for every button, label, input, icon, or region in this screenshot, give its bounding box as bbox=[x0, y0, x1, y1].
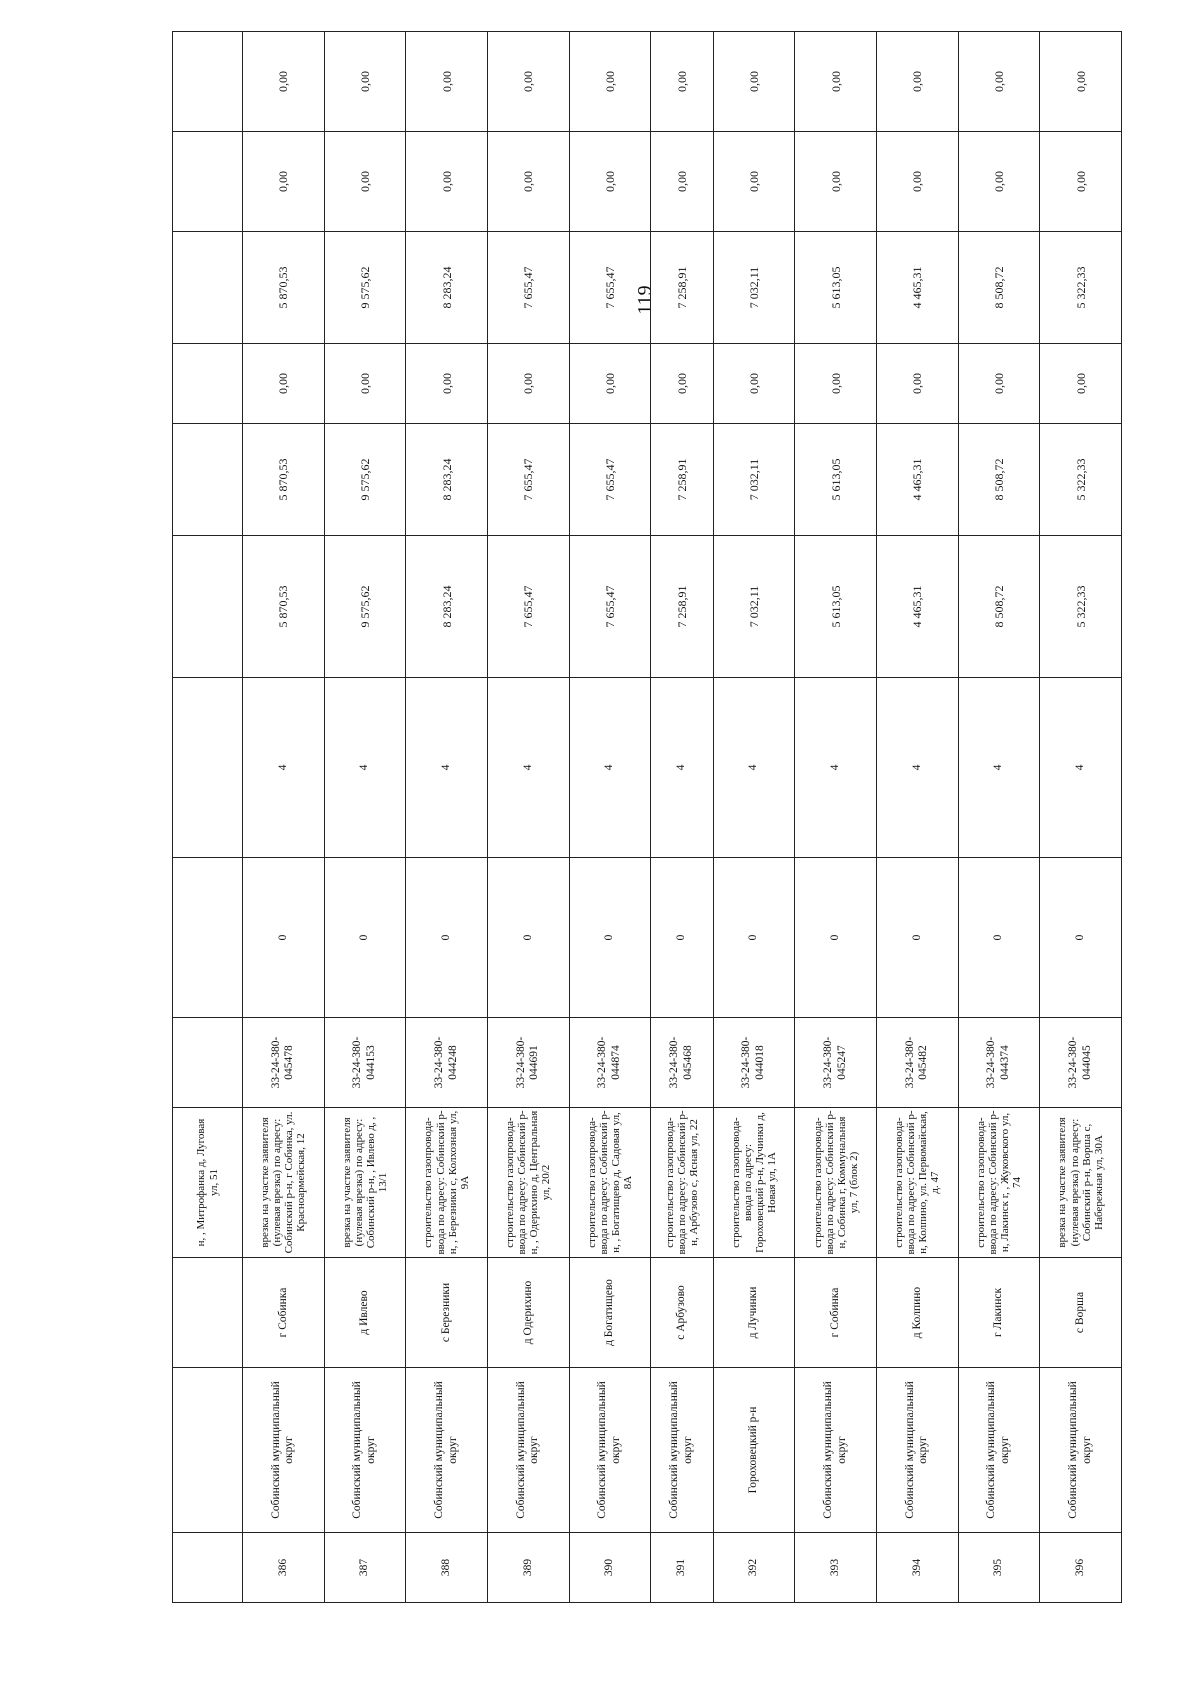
cell-value-4: 7 032,11 bbox=[713, 232, 795, 344]
cell-value-5: 0,00 bbox=[243, 132, 325, 232]
cell-four: 4 bbox=[243, 678, 325, 858]
cell-cadastral-number: 33-24-380-044018 bbox=[713, 1018, 795, 1108]
cell-value-5: 0,00 bbox=[795, 132, 877, 232]
cell-district: Собинский муниципальный округ bbox=[877, 1368, 959, 1533]
cell-value-4: 7 258,91 bbox=[651, 232, 713, 344]
cell-value-2: 5 613,05 bbox=[795, 424, 877, 536]
cell-value-3: 0,00 bbox=[795, 344, 877, 424]
cell-empty bbox=[173, 32, 243, 132]
cell-value-1: 7 655,47 bbox=[569, 536, 651, 678]
cell-row-number: 388 bbox=[406, 1533, 488, 1603]
page-number: 119 bbox=[634, 285, 656, 315]
cell-value-6: 0,00 bbox=[487, 32, 569, 132]
cell-cadastral-number: 33-24-380-044153 bbox=[324, 1018, 406, 1108]
cell-value-2: 5 322,33 bbox=[1040, 424, 1122, 536]
cell-four: 4 bbox=[487, 678, 569, 858]
cell-four: 4 bbox=[713, 678, 795, 858]
cell-district: Собинский муниципальный округ bbox=[958, 1368, 1040, 1533]
cell-zero: 0 bbox=[243, 858, 325, 1018]
cell-value-5: 0,00 bbox=[1040, 132, 1122, 232]
cell-empty bbox=[173, 1533, 243, 1603]
cell-zero: 0 bbox=[569, 858, 651, 1018]
cell-value-6: 0,00 bbox=[569, 32, 651, 132]
table-row bbox=[958, 32, 1040, 1603]
table-row bbox=[877, 32, 959, 1603]
cell-district: Собинский муниципальный округ bbox=[795, 1368, 877, 1533]
table-row bbox=[1040, 32, 1122, 1603]
cell-row-number: 393 bbox=[795, 1533, 877, 1603]
cell-address: строительство газопровода-ввода по адресу: Собинский р-н, Колпино, ул. Первомайская, д. 47 bbox=[877, 1108, 959, 1258]
cell-empty bbox=[173, 858, 243, 1018]
cell-four: 4 bbox=[1040, 678, 1122, 858]
cell-value-4: 8 508,72 bbox=[958, 232, 1040, 344]
cell-value-3: 0,00 bbox=[1040, 344, 1122, 424]
cell-value-2: 7 655,47 bbox=[487, 424, 569, 536]
cell-value-4: 7 655,47 bbox=[487, 232, 569, 344]
cell-zero: 0 bbox=[651, 858, 713, 1018]
cell-value-1: 7 655,47 bbox=[487, 536, 569, 678]
cell-value-1: 9 575,62 bbox=[324, 536, 406, 678]
cell-value-3: 0,00 bbox=[324, 344, 406, 424]
cell-row-number: 391 bbox=[651, 1533, 713, 1603]
cell-value-6: 0,00 bbox=[243, 32, 325, 132]
cell-locality: г Собинка bbox=[243, 1258, 325, 1368]
cell-locality: с Ворша bbox=[1040, 1258, 1122, 1368]
cell-value-1: 8 283,24 bbox=[406, 536, 488, 678]
cell-address: врезка на участке заявителя (нулевая врезка) по адресу: Собинский р-н, Ворша с, Набережная ул, 30А bbox=[1040, 1108, 1122, 1258]
cell-zero: 0 bbox=[487, 858, 569, 1018]
cell-zero: 0 bbox=[713, 858, 795, 1018]
cell-zero: 0 bbox=[877, 858, 959, 1018]
cell-value-6: 0,00 bbox=[713, 32, 795, 132]
cell-row-number: 387 bbox=[324, 1533, 406, 1603]
cell-row-number: 396 bbox=[1040, 1533, 1122, 1603]
cell-empty bbox=[173, 424, 243, 536]
cell-value-2: 5 870,53 bbox=[243, 424, 325, 536]
cell-address: строительство газопровода-ввода по адресу: Собинский р-н, Собинка г, Коммунальная ул, 7 (блок 2) bbox=[795, 1108, 877, 1258]
cell-cadastral-number: 33-24-380-045247 bbox=[795, 1018, 877, 1108]
cell-cadastral-number: 33-24-380-045468 bbox=[651, 1018, 713, 1108]
cell-locality: д Богатищево bbox=[569, 1258, 651, 1368]
cell-value-5: 0,00 bbox=[877, 132, 959, 232]
cell-address: строительство газопровода-ввода по адресу: Собинский р-н, , Одерихино д, Центральная ул, 20/2 bbox=[487, 1108, 569, 1258]
cell-locality: с Березники bbox=[406, 1258, 488, 1368]
cell-four: 4 bbox=[795, 678, 877, 858]
cell-zero: 0 bbox=[958, 858, 1040, 1018]
cell-address: строительство газопровода-ввода по адресу: Собинский р-н, Лакинск г, , Жуковского ул, 74 bbox=[958, 1108, 1040, 1258]
cell-district: Гороховецкий р-н bbox=[713, 1368, 795, 1533]
cell-value-3: 0,00 bbox=[406, 344, 488, 424]
cell-zero: 0 bbox=[795, 858, 877, 1018]
cell-zero: 0 bbox=[324, 858, 406, 1018]
cell-cadastral-number: 33-24-380-044874 bbox=[569, 1018, 651, 1108]
cell-value-5: 0,00 bbox=[324, 132, 406, 232]
cell-locality: д Колпино bbox=[877, 1258, 959, 1368]
table-row bbox=[487, 32, 569, 1603]
table-row bbox=[569, 32, 651, 1603]
cell-cadastral-number: 33-24-380-044045 bbox=[1040, 1018, 1122, 1108]
cell-address: строительство газопровода-ввода по адресу: Собинский р-н, , Богатищево д, Садовая ул, 8А bbox=[569, 1108, 651, 1258]
cell-value-4: 9 575,62 bbox=[324, 232, 406, 344]
cell-value-2: 7 032,11 bbox=[713, 424, 795, 536]
cell-locality: г Лакинск bbox=[958, 1258, 1040, 1368]
table-row-continuation bbox=[173, 32, 243, 1603]
cell-value-1: 7 258,91 bbox=[651, 536, 713, 678]
cell-value-1: 4 465,31 bbox=[877, 536, 959, 678]
cell-value-3: 0,00 bbox=[877, 344, 959, 424]
cell-locality: д Ивлево bbox=[324, 1258, 406, 1368]
table-row bbox=[651, 32, 713, 1603]
cell-address: строительство газопровода-ввода по адресу: Собинский р-н, , Березники с, Колхозная ул, 9А bbox=[406, 1108, 488, 1258]
cell-value-6: 0,00 bbox=[877, 32, 959, 132]
cell-value-1: 5 870,53 bbox=[243, 536, 325, 678]
cell-value-6: 0,00 bbox=[795, 32, 877, 132]
cell-value-5: 0,00 bbox=[406, 132, 488, 232]
cell-district: Собинский муниципальный округ bbox=[324, 1368, 406, 1533]
cell-value-3: 0,00 bbox=[713, 344, 795, 424]
cell-four: 4 bbox=[651, 678, 713, 858]
cell-empty bbox=[173, 1018, 243, 1108]
cell-empty bbox=[173, 1368, 243, 1533]
cell-value-1: 5 322,33 bbox=[1040, 536, 1122, 678]
cell-value-3: 0,00 bbox=[487, 344, 569, 424]
cell-empty bbox=[173, 344, 243, 424]
cell-value-5: 0,00 bbox=[713, 132, 795, 232]
cell-value-6: 0,00 bbox=[406, 32, 488, 132]
cell-district: Собинский муниципальный округ bbox=[243, 1368, 325, 1533]
cell-value-4: 5 870,53 bbox=[243, 232, 325, 344]
cell-value-3: 0,00 bbox=[569, 344, 651, 424]
cell-district: Собинский муниципальный округ bbox=[569, 1368, 651, 1533]
cell-four: 4 bbox=[569, 678, 651, 858]
cell-empty bbox=[173, 536, 243, 678]
cell-four: 4 bbox=[877, 678, 959, 858]
cell-value-3: 0,00 bbox=[958, 344, 1040, 424]
cell-value-6: 0,00 bbox=[1040, 32, 1122, 132]
cell-row-number: 386 bbox=[243, 1533, 325, 1603]
cell-value-6: 0,00 bbox=[958, 32, 1040, 132]
cell-value-3: 0,00 bbox=[651, 344, 713, 424]
cell-empty bbox=[173, 132, 243, 232]
table-row bbox=[243, 32, 325, 1603]
cell-locality: д Одерихино bbox=[487, 1258, 569, 1368]
cell-district: Собинский муниципальный округ bbox=[1040, 1368, 1122, 1533]
data-table bbox=[172, 31, 1122, 1603]
cell-row-number: 394 bbox=[877, 1533, 959, 1603]
cell-value-4: 8 283,24 bbox=[406, 232, 488, 344]
cell-value-4: 7 655,47 bbox=[569, 232, 651, 344]
cell-row-number: 390 bbox=[569, 1533, 651, 1603]
cell-value-5: 0,00 bbox=[958, 132, 1040, 232]
cell-value-2: 9 575,62 bbox=[324, 424, 406, 536]
cell-value-6: 0,00 bbox=[324, 32, 406, 132]
cell-value-4: 5 613,05 bbox=[795, 232, 877, 344]
cell-district: Собинский муниципальный округ bbox=[406, 1368, 488, 1533]
table-row bbox=[795, 32, 877, 1603]
cell-locality: г Собинка bbox=[795, 1258, 877, 1368]
cell-address: врезка на участке заявителя (нулевая врезка) по адресу: Собинский р-н, г Собинка, ул. Красноармейская, 12 bbox=[243, 1108, 325, 1258]
cell-cadastral-number: 33-24-380-044691 bbox=[487, 1018, 569, 1108]
cell-value-5: 0,00 bbox=[651, 132, 713, 232]
cell-value-2: 8 508,72 bbox=[958, 424, 1040, 536]
cell-address: строительство газопровода-ввода по адресу: Собинский р-н, Арбузово с, Ясная ул, 22 bbox=[651, 1108, 713, 1258]
cell-value-2: 4 465,31 bbox=[877, 424, 959, 536]
cell-value-2: 8 283,24 bbox=[406, 424, 488, 536]
table-row bbox=[406, 32, 488, 1603]
cell-address: врезка на участке заявителя (нулевая врезка) по адресу: Собинский р-н, , Ивлево д, , 13/1 bbox=[324, 1108, 406, 1258]
cell-row-number: 389 bbox=[487, 1533, 569, 1603]
table-row bbox=[713, 32, 795, 1603]
cell-cadastral-number: 33-24-380-045482 bbox=[877, 1018, 959, 1108]
cell-zero: 0 bbox=[406, 858, 488, 1018]
cell-row-number: 392 bbox=[713, 1533, 795, 1603]
cell-empty bbox=[173, 232, 243, 344]
cell-locality: с Арбузово bbox=[651, 1258, 713, 1368]
cell-value-2: 7 655,47 bbox=[569, 424, 651, 536]
cell-value-1: 5 613,05 bbox=[795, 536, 877, 678]
cell-district: Собинский муниципальный округ bbox=[651, 1368, 713, 1533]
table-sheet bbox=[172, 71, 1122, 1603]
cell-value-5: 0,00 bbox=[569, 132, 651, 232]
cell-four: 4 bbox=[958, 678, 1040, 858]
cell-cadastral-number: 33-24-380-045478 bbox=[243, 1018, 325, 1108]
cell-value-1: 8 508,72 bbox=[958, 536, 1040, 678]
cell-four: 4 bbox=[406, 678, 488, 858]
cell-value-6: 0,00 bbox=[651, 32, 713, 132]
cell-address: н, , Митрофанка д, Луговая ул, 51 bbox=[173, 1108, 243, 1258]
cell-cadastral-number: 33-24-380-044248 bbox=[406, 1018, 488, 1108]
cell-value-4: 4 465,31 bbox=[877, 232, 959, 344]
cell-locality: д Лучинки bbox=[713, 1258, 795, 1368]
cell-value-5: 0,00 bbox=[487, 132, 569, 232]
cell-row-number: 395 bbox=[958, 1533, 1040, 1603]
cell-value-2: 7 258,91 bbox=[651, 424, 713, 536]
cell-address: строительство газопровода-ввода по адресу: Гороховецкий р-н, Лучинки д, Новая ул, 1А bbox=[713, 1108, 795, 1258]
cell-value-4: 5 322,33 bbox=[1040, 232, 1122, 344]
cell-value-3: 0,00 bbox=[243, 344, 325, 424]
cell-value-1: 7 032,11 bbox=[713, 536, 795, 678]
cell-four: 4 bbox=[324, 678, 406, 858]
cell-zero: 0 bbox=[1040, 858, 1122, 1018]
cell-empty bbox=[173, 678, 243, 858]
cell-empty bbox=[173, 1258, 243, 1368]
table-row bbox=[324, 32, 406, 1603]
cell-cadastral-number: 33-24-380-044374 bbox=[958, 1018, 1040, 1108]
cell-district: Собинский муниципальный округ bbox=[487, 1368, 569, 1533]
